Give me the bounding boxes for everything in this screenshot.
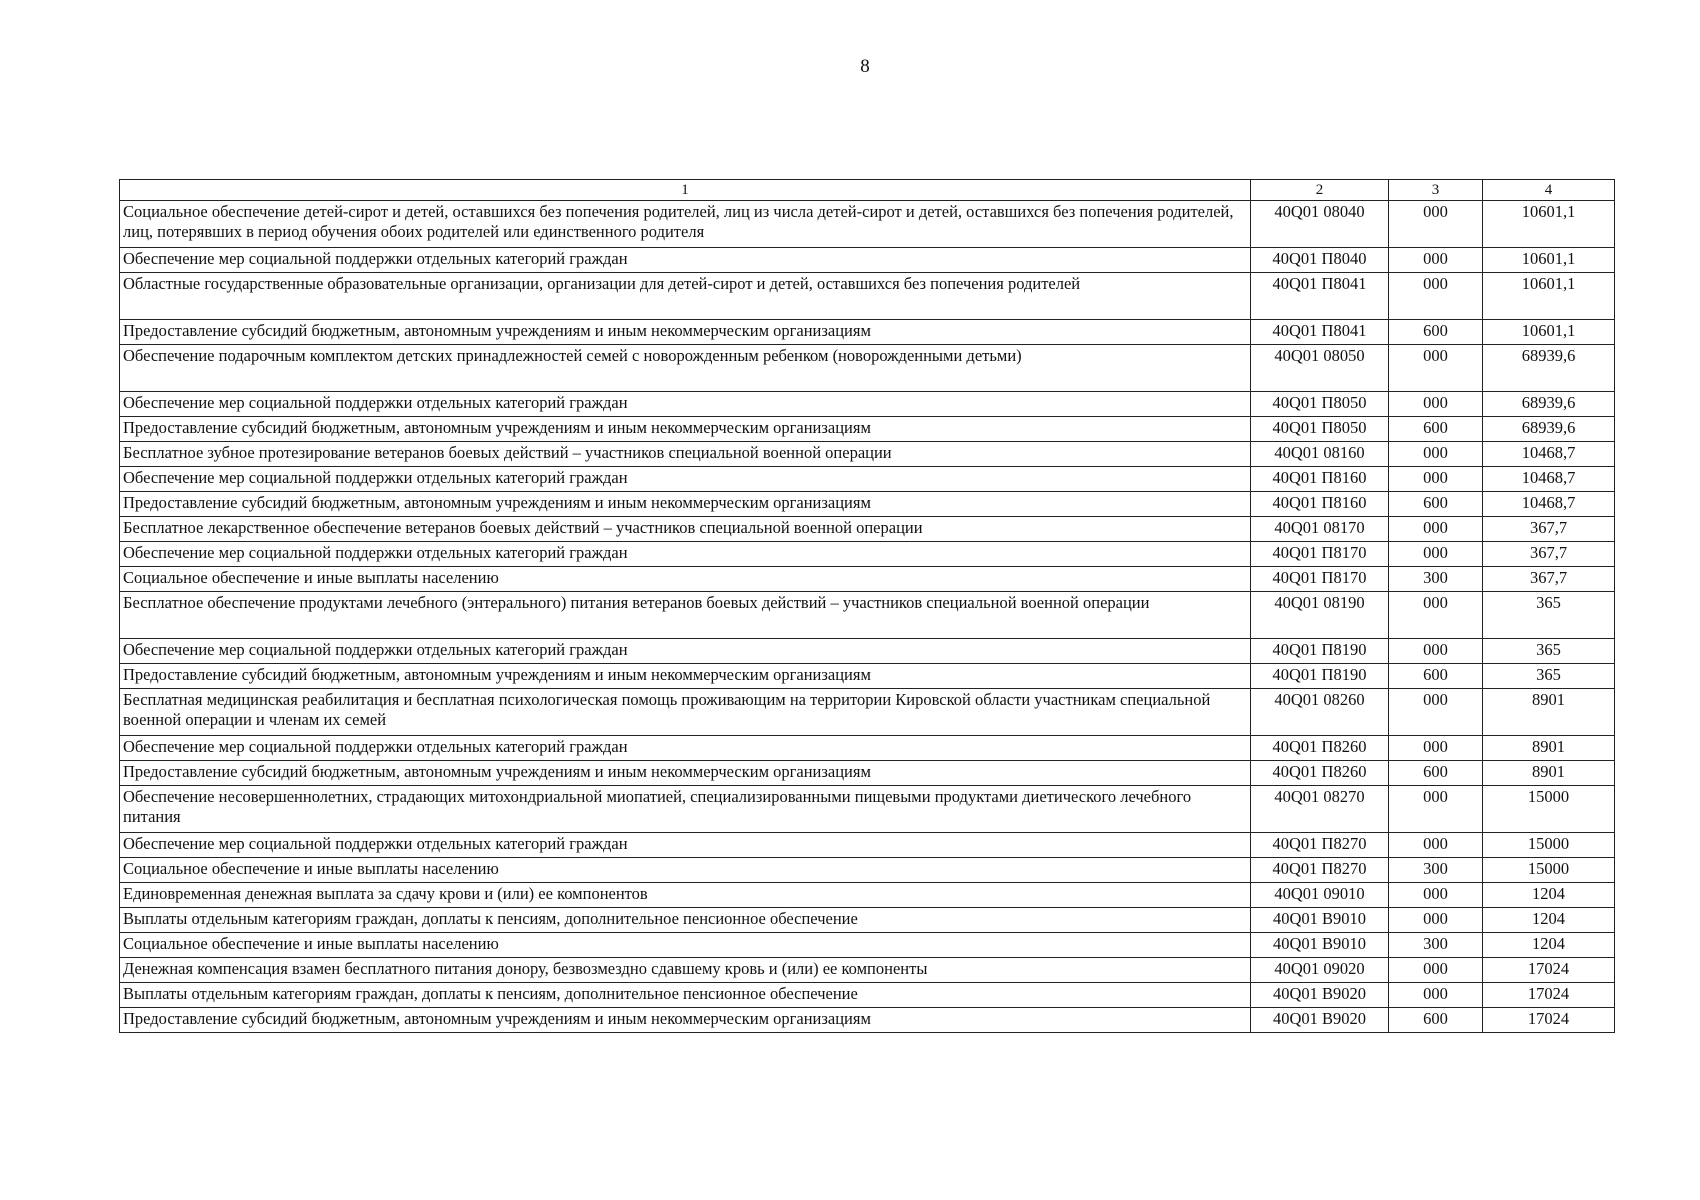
table-row bbox=[120, 517, 1615, 542]
row-code-cell: 40Q01 П8050 bbox=[1251, 392, 1389, 417]
row-code-cell: 40Q01 08050 bbox=[1251, 345, 1389, 392]
row-amount-cell: 15000 bbox=[1483, 858, 1615, 883]
row-amount-cell: 68939,6 bbox=[1483, 345, 1615, 392]
table-row bbox=[120, 958, 1615, 983]
row-name-cell: Обеспечение мер социальной поддержки отдельных категорий граждан bbox=[120, 639, 1251, 664]
row-name-cell: Обеспечение мер социальной поддержки отдельных категорий граждан bbox=[120, 736, 1251, 761]
row-amount-cell: 365 bbox=[1483, 592, 1615, 639]
row-amount-cell: 367,7 bbox=[1483, 567, 1615, 592]
row-code-cell: 40Q01 В9020 bbox=[1251, 1008, 1389, 1033]
table-row bbox=[120, 273, 1615, 320]
table-row bbox=[120, 689, 1615, 736]
row-code-cell: 40Q01 П8260 bbox=[1251, 736, 1389, 761]
row-code-cell: 40Q01 П8270 bbox=[1251, 858, 1389, 883]
row-amount-cell: 365 bbox=[1483, 639, 1615, 664]
row-name-cell: Выплаты отдельным категориям граждан, доплаты к пенсиям, дополнительное пенсионное обеспечение bbox=[120, 983, 1251, 1008]
row-kind-cell: 600 bbox=[1389, 320, 1483, 345]
row-kind-cell: 000 bbox=[1389, 786, 1483, 833]
table-row bbox=[120, 417, 1615, 442]
column-header-kind: 3 bbox=[1389, 180, 1483, 201]
row-amount-cell: 15000 bbox=[1483, 833, 1615, 858]
row-kind-cell: 300 bbox=[1389, 858, 1483, 883]
row-code-cell: 40Q01 П8040 bbox=[1251, 248, 1389, 273]
column-header-code: 2 bbox=[1251, 180, 1389, 201]
row-kind-cell: 000 bbox=[1389, 273, 1483, 320]
row-kind-cell: 000 bbox=[1389, 201, 1483, 248]
row-kind-cell: 000 bbox=[1389, 517, 1483, 542]
row-name-cell: Предоставление субсидий бюджетным, автономным учреждениям и иным некоммерческим организациям bbox=[120, 492, 1251, 517]
table-row bbox=[120, 761, 1615, 786]
table-row bbox=[120, 1008, 1615, 1033]
row-kind-cell: 000 bbox=[1389, 736, 1483, 761]
row-amount-cell: 1204 bbox=[1483, 908, 1615, 933]
row-code-cell: 40Q01 П8190 bbox=[1251, 639, 1389, 664]
table-row bbox=[120, 567, 1615, 592]
row-kind-cell: 000 bbox=[1389, 958, 1483, 983]
row-code-cell: 40Q01 П8160 bbox=[1251, 467, 1389, 492]
table-row bbox=[120, 639, 1615, 664]
row-name-cell: Предоставление субсидий бюджетным, автономным учреждениям и иным некоммерческим организациям bbox=[120, 761, 1251, 786]
row-amount-cell: 17024 bbox=[1483, 958, 1615, 983]
column-header-amount: 4 bbox=[1483, 180, 1615, 201]
row-name-cell: Обеспечение мер социальной поддержки отдельных категорий граждан bbox=[120, 467, 1251, 492]
row-kind-cell: 000 bbox=[1389, 392, 1483, 417]
table-row bbox=[120, 248, 1615, 273]
row-code-cell: 40Q01 08170 bbox=[1251, 517, 1389, 542]
table-row bbox=[120, 664, 1615, 689]
table-row bbox=[120, 833, 1615, 858]
row-code-cell: 40Q01 П8260 bbox=[1251, 761, 1389, 786]
table-row bbox=[120, 908, 1615, 933]
row-amount-cell: 10468,7 bbox=[1483, 442, 1615, 467]
row-kind-cell: 000 bbox=[1389, 542, 1483, 567]
row-name-cell: Обеспечение подарочным комплектом детских принадлежностей семей с новорожденным ребенком (новорожденными детьми) bbox=[120, 345, 1251, 392]
row-code-cell: 40Q01 П8160 bbox=[1251, 492, 1389, 517]
table-row bbox=[120, 492, 1615, 517]
row-kind-cell: 000 bbox=[1389, 248, 1483, 273]
row-code-cell: 40Q01 08260 bbox=[1251, 689, 1389, 736]
row-amount-cell: 10468,7 bbox=[1483, 492, 1615, 517]
table-row bbox=[120, 467, 1615, 492]
row-code-cell: 40Q01 09020 bbox=[1251, 958, 1389, 983]
row-name-cell: Обеспечение мер социальной поддержки отдельных категорий граждан bbox=[120, 833, 1251, 858]
row-code-cell: 40Q01 В9010 bbox=[1251, 908, 1389, 933]
row-name-cell: Бесплатная медицинская реабилитация и бесплатная психологическая помощь проживающим на территории Кировской области участникам специальной военной операции и членам их семей bbox=[120, 689, 1251, 736]
table-row bbox=[120, 392, 1615, 417]
row-amount-cell: 68939,6 bbox=[1483, 417, 1615, 442]
table-row bbox=[120, 786, 1615, 833]
row-kind-cell: 000 bbox=[1389, 467, 1483, 492]
row-name-cell: Обеспечение мер социальной поддержки отдельных категорий граждан bbox=[120, 248, 1251, 273]
row-amount-cell: 8901 bbox=[1483, 761, 1615, 786]
row-name-cell: Денежная компенсация взамен бесплатного питания донору, безвозмездно сдавшему кровь и (или) ее компоненты bbox=[120, 958, 1251, 983]
row-amount-cell: 1204 bbox=[1483, 933, 1615, 958]
row-code-cell: 40Q01 В9020 bbox=[1251, 983, 1389, 1008]
table-header-row bbox=[120, 180, 1615, 201]
table-row bbox=[120, 201, 1615, 248]
row-name-cell: Предоставление субсидий бюджетным, автономным учреждениям и иным некоммерческим организациям bbox=[120, 320, 1251, 345]
row-amount-cell: 365 bbox=[1483, 664, 1615, 689]
row-name-cell: Социальное обеспечение и иные выплаты населению bbox=[120, 567, 1251, 592]
table-row bbox=[120, 320, 1615, 345]
row-code-cell: 40Q01 08190 bbox=[1251, 592, 1389, 639]
row-amount-cell: 8901 bbox=[1483, 689, 1615, 736]
row-amount-cell: 8901 bbox=[1483, 736, 1615, 761]
row-amount-cell: 10468,7 bbox=[1483, 467, 1615, 492]
row-code-cell: 40Q01 П8170 bbox=[1251, 567, 1389, 592]
row-name-cell: Социальное обеспечение и иные выплаты населению bbox=[120, 933, 1251, 958]
row-code-cell: 40Q01 П8050 bbox=[1251, 417, 1389, 442]
row-name-cell: Бесплатное зубное протезирование ветеранов боевых действий – участников специальной военной операции bbox=[120, 442, 1251, 467]
row-name-cell: Бесплатное обеспечение продуктами лечебного (энтерального) питания ветеранов боевых действий – участников специальной военной операции bbox=[120, 592, 1251, 639]
row-code-cell: 40Q01 П8041 bbox=[1251, 320, 1389, 345]
row-name-cell: Социальное обеспечение и иные выплаты населению bbox=[120, 858, 1251, 883]
column-header-name: 1 bbox=[120, 180, 1251, 201]
table-row bbox=[120, 736, 1615, 761]
row-code-cell: 40Q01 08040 bbox=[1251, 201, 1389, 248]
table-body bbox=[120, 201, 1615, 1033]
row-code-cell: 40Q01 В9010 bbox=[1251, 933, 1389, 958]
row-name-cell: Предоставление субсидий бюджетным, автономным учреждениям и иным некоммерческим организациям bbox=[120, 664, 1251, 689]
row-amount-cell: 68939,6 bbox=[1483, 392, 1615, 417]
table-row bbox=[120, 542, 1615, 567]
row-kind-cell: 600 bbox=[1389, 1008, 1483, 1033]
row-name-cell: Предоставление субсидий бюджетным, автономным учреждениям и иным некоммерческим организациям bbox=[120, 1008, 1251, 1033]
row-kind-cell: 300 bbox=[1389, 933, 1483, 958]
row-amount-cell: 1204 bbox=[1483, 883, 1615, 908]
row-amount-cell: 10601,1 bbox=[1483, 248, 1615, 273]
row-name-cell: Бесплатное лекарственное обеспечение ветеранов боевых действий – участников специальной военной операции bbox=[120, 517, 1251, 542]
row-kind-cell: 000 bbox=[1389, 983, 1483, 1008]
table-row bbox=[120, 983, 1615, 1008]
row-amount-cell: 367,7 bbox=[1483, 517, 1615, 542]
table-row bbox=[120, 442, 1615, 467]
row-kind-cell: 000 bbox=[1389, 908, 1483, 933]
row-kind-cell: 300 bbox=[1389, 567, 1483, 592]
table-row bbox=[120, 345, 1615, 392]
row-amount-cell: 10601,1 bbox=[1483, 273, 1615, 320]
row-code-cell: 40Q01 09010 bbox=[1251, 883, 1389, 908]
page-number: 8 bbox=[860, 56, 870, 77]
row-code-cell: 40Q01 08160 bbox=[1251, 442, 1389, 467]
row-kind-cell: 000 bbox=[1389, 883, 1483, 908]
row-name-cell: Обеспечение несовершеннолетних, страдающих митохондриальной миопатией, специализированными пищевыми продуктами диетического лечебного питания bbox=[120, 786, 1251, 833]
row-kind-cell: 000 bbox=[1389, 442, 1483, 467]
row-kind-cell: 600 bbox=[1389, 664, 1483, 689]
row-kind-cell: 000 bbox=[1389, 833, 1483, 858]
row-amount-cell: 10601,1 bbox=[1483, 201, 1615, 248]
table-row bbox=[120, 858, 1615, 883]
row-amount-cell: 17024 bbox=[1483, 983, 1615, 1008]
row-kind-cell: 600 bbox=[1389, 761, 1483, 786]
row-amount-cell: 367,7 bbox=[1483, 542, 1615, 567]
row-name-cell: Единовременная денежная выплата за сдачу крови и (или) ее компонентов bbox=[120, 883, 1251, 908]
row-kind-cell: 000 bbox=[1389, 639, 1483, 664]
row-name-cell: Обеспечение мер социальной поддержки отдельных категорий граждан bbox=[120, 542, 1251, 567]
row-code-cell: 40Q01 П8170 bbox=[1251, 542, 1389, 567]
row-name-cell: Социальное обеспечение детей-сирот и детей, оставшихся без попечения родителей, лиц из числа детей-сирот и детей, оставшихся без попечения родителей, лиц, потерявших в период обучения обоих родителей или единственного родителя bbox=[120, 201, 1251, 248]
row-kind-cell: 600 bbox=[1389, 417, 1483, 442]
row-name-cell: Выплаты отдельным категориям граждан, доплаты к пенсиям, дополнительное пенсионное обеспечение bbox=[120, 908, 1251, 933]
row-name-cell: Областные государственные образовательные организации, организации для детей-сирот и детей, оставшихся без попечения родителей bbox=[120, 273, 1251, 320]
row-kind-cell: 000 bbox=[1389, 592, 1483, 639]
row-kind-cell: 000 bbox=[1389, 345, 1483, 392]
table-row bbox=[120, 592, 1615, 639]
row-code-cell: 40Q01 08270 bbox=[1251, 786, 1389, 833]
row-kind-cell: 600 bbox=[1389, 492, 1483, 517]
row-name-cell: Предоставление субсидий бюджетным, автономным учреждениям и иным некоммерческим организациям bbox=[120, 417, 1251, 442]
row-amount-cell: 17024 bbox=[1483, 1008, 1615, 1033]
row-amount-cell: 15000 bbox=[1483, 786, 1615, 833]
row-code-cell: 40Q01 П8190 bbox=[1251, 664, 1389, 689]
row-amount-cell: 10601,1 bbox=[1483, 320, 1615, 345]
row-name-cell: Обеспечение мер социальной поддержки отдельных категорий граждан bbox=[120, 392, 1251, 417]
row-kind-cell: 000 bbox=[1389, 689, 1483, 736]
table-row bbox=[120, 933, 1615, 958]
table-row bbox=[120, 883, 1615, 908]
budget-table bbox=[119, 179, 1615, 1033]
row-code-cell: 40Q01 П8041 bbox=[1251, 273, 1389, 320]
row-code-cell: 40Q01 П8270 bbox=[1251, 833, 1389, 858]
